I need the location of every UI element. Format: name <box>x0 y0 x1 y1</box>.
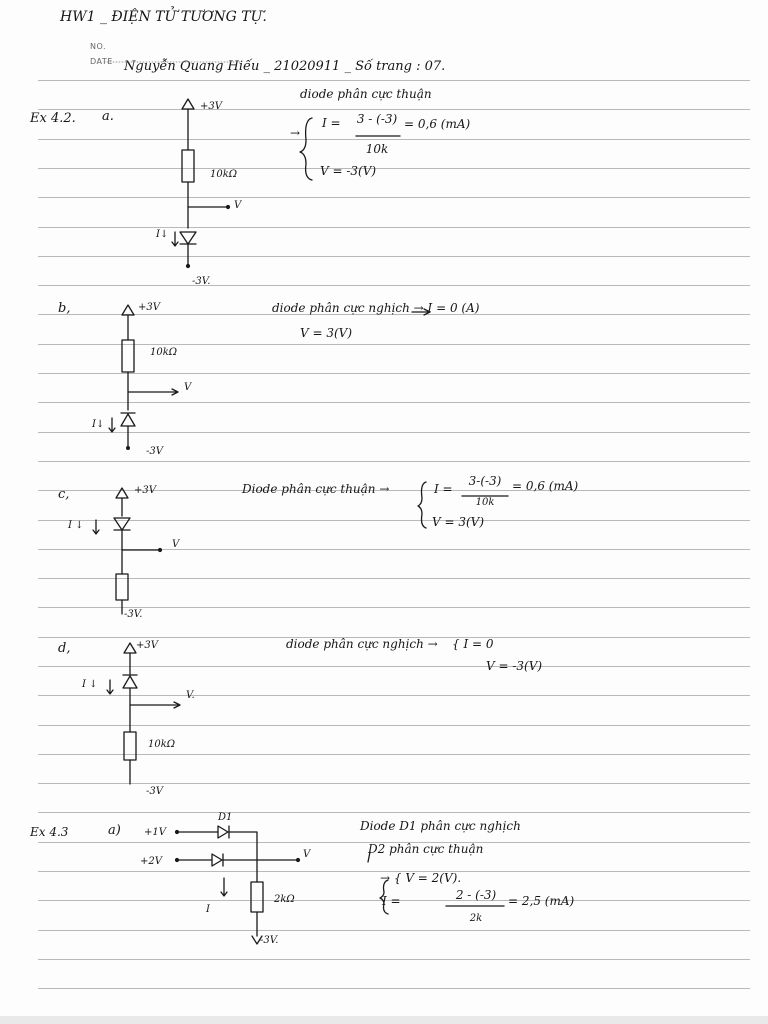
current-label-a: I↓ <box>156 229 169 240</box>
diode-state-c: Diode phân cực thuận → <box>242 482 390 496</box>
diode-d1-state: Diode D1 phân cực nghịch <box>360 819 521 833</box>
no-label: NO. <box>90 42 106 51</box>
part-c-label: c, <box>58 487 70 502</box>
current-eq-d: { I = 0 <box>452 637 494 651</box>
supply-label-b-bottom: -3V <box>146 446 163 457</box>
part-a-label: a. <box>102 109 114 124</box>
diode-d2-state: D2 phân cực thuận <box>368 842 484 856</box>
voltage-eq-c: V = 3(V) <box>432 515 485 529</box>
input-2-label: +2V <box>140 856 162 867</box>
resistor-label-b: 10kΩ <box>150 347 178 358</box>
homework-title: HW1 _ ĐIỆN TỬ TƯƠNG TỰ. <box>60 9 267 25</box>
part-a-label-4-3: a) <box>108 823 121 838</box>
diode-state-d: diode phân cực nghịch → <box>286 637 438 651</box>
voltage-eq-b: V = 3(V) <box>300 326 353 340</box>
node-v-label-b: V <box>184 382 192 393</box>
resistor-icon <box>122 340 134 372</box>
circuit-4-2-a <box>172 99 400 268</box>
current-eq-den-a: 10k <box>365 142 389 156</box>
current-label-4-3: I <box>206 904 210 915</box>
supply-label-4-3-bottom: -3V. <box>260 935 279 946</box>
current-eq-den-4-3: 2k <box>469 913 483 924</box>
resistor-label-d: 10kΩ <box>148 739 176 750</box>
node-v-label-d: V. <box>186 690 195 701</box>
current-eq-den-c: 10k <box>475 497 495 508</box>
node-v-label-a: V <box>234 200 242 211</box>
voltage-eq-4-3: → { V = 2(V). <box>380 871 462 885</box>
diode-d2-icon <box>212 854 222 866</box>
current-eq-result-a: = 0,6 (mA) <box>404 117 471 131</box>
resistor-icon <box>182 150 194 182</box>
part-d-label: d, <box>58 641 71 656</box>
node-v-label-c: V <box>172 539 180 550</box>
current-eq-num-c: 3-(-3) <box>468 474 502 488</box>
circuit-4-2-b <box>109 302 430 450</box>
resistor-icon <box>116 574 128 600</box>
voltage-eq-d: V = -3(V) <box>486 659 543 673</box>
current-eq-num-4-3: 2 - (-3) <box>455 888 497 902</box>
circuit-4-2-c <box>93 482 508 614</box>
diode-icon <box>121 414 135 426</box>
current-eq-num-a: 3 - (-3) <box>356 112 398 126</box>
diode-icon <box>123 676 137 688</box>
exercise-label-4-3: Ex 4.3 <box>30 825 69 839</box>
diode-state-b: diode phân cực nghịch → I = 0 (A) <box>272 301 480 315</box>
resistor-label-a: 10kΩ <box>210 169 238 180</box>
diode-state-a: diode phân cực thuận <box>300 87 432 101</box>
diode-d1-label: D1 <box>218 812 233 823</box>
current-label-d: I ↓ <box>82 679 98 690</box>
date-label: DATE <box>90 57 113 66</box>
current-label-b: I↓ <box>92 419 105 430</box>
circuit-4-2-d <box>107 640 180 784</box>
diode-icon <box>114 518 130 530</box>
diode-d1-icon <box>218 826 228 838</box>
current-eq-lhs-a: I = <box>322 116 341 130</box>
brace-arrow-a: → <box>290 126 301 140</box>
supply-label-a-bottom: -3V. <box>192 276 211 287</box>
node-v-label-4-3: V <box>303 849 311 860</box>
current-eq-result-c: = 0,6 (mA) <box>512 479 579 493</box>
input-1-label: +1V <box>144 827 166 838</box>
supply-label-a-top: +3V <box>200 101 222 112</box>
resistor-icon <box>124 732 136 760</box>
part-b-label: b, <box>58 301 71 316</box>
supply-label-b-top: +3V <box>138 302 160 313</box>
supply-label-d-top: +3V <box>136 640 158 651</box>
current-eq-result-4-3: = 2,5 (mA) <box>508 894 575 908</box>
circuit-4-3-a <box>175 826 504 944</box>
supply-label-c-top: +3V <box>134 485 156 496</box>
supply-label-c-bottom: -3V. <box>124 609 143 620</box>
resistor-icon <box>251 882 263 912</box>
supply-label-d-bottom: -3V <box>146 786 163 797</box>
diode-icon <box>180 232 196 244</box>
voltage-eq-a: V = -3(V) <box>320 164 377 178</box>
current-eq-lhs-4-3: I = <box>382 894 401 908</box>
student-info: Nguyễn Quang Hiếu _ 21020911 _ Số trang : 07. <box>124 59 446 74</box>
exercise-label-4-2: Ex 4.2. <box>30 111 76 126</box>
current-label-c: I ↓ <box>68 520 84 531</box>
resistor-label-4-3: 2kΩ <box>274 894 295 905</box>
current-eq-lhs-c: I = <box>434 482 453 496</box>
